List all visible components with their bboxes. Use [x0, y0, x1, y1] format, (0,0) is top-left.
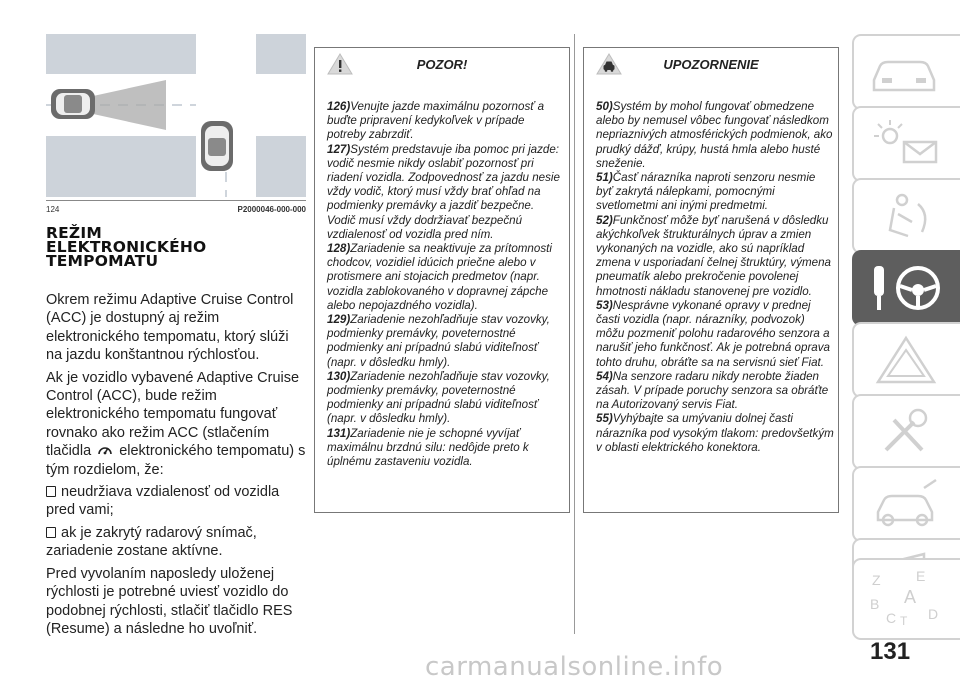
page-number: 131	[870, 638, 911, 665]
paragraph: Pred vyvolaním naposledy uloženej rýchlosti je potrebné uviesť vozidlo do podobnej rýchlosti, stlačiť tlačidlo RES (Resume) a následne ho uvoľniť.	[46, 565, 293, 637]
notice-box-body	[596, 100, 834, 455]
item-number: 130)	[327, 369, 351, 383]
item-text: Funkčnosť môže byť narušená v dôsledku akýchkoľvek štrukturálnych úprav a zmien vykonaných na vozidle, ako sú napríklad zmena v usporiadaní čelnej štruktúry, výmena pneumatík alebo prekročenie povolenej hmotnosti nákladu stanovenej pre vozidlo.	[596, 213, 831, 298]
section-title-line: REŽIM	[46, 224, 102, 242]
item-number: 52)	[596, 213, 613, 227]
notice-item	[596, 370, 834, 413]
index-letter: Z	[872, 572, 881, 588]
warning-lights-icon	[864, 114, 948, 174]
tab-maintenance[interactable]	[852, 394, 960, 470]
warning-item	[327, 143, 565, 242]
car-specs-icon	[864, 474, 948, 534]
seat-airbag-icon	[864, 186, 948, 246]
warning-box-header	[315, 48, 569, 86]
tab-starting-driving[interactable]	[852, 250, 960, 326]
paragraph: Okrem režimu Adaptive Cruise Control (ACC) je dostupný aj režim elektronického tempomatu, ktorý slúži na jazdu konštantnou rýchlosťou.	[46, 292, 294, 364]
index-letter: T	[900, 614, 908, 628]
section-title-line: TEMPOMATU	[46, 252, 159, 270]
warning-item	[327, 313, 565, 370]
paragraph-text: elektronického tempomatu) s tým rozdielom, že:	[46, 443, 306, 478]
item-text: Zariadenie nie je schopné vyvíjať maximálnu brzdnú silu: nedôjde preto k úplnému zastaveniu vozidla.	[327, 426, 529, 469]
figure-code: P2000046-000-000	[237, 205, 306, 214]
paragraph-text: Ak je vozidlo vybavené Adaptive Cruise Control (ACC), bude režim elektronického tempomatu fungovať rovnako ako režim ACC (stlačením tlačidla	[46, 369, 300, 460]
warning-item	[327, 370, 565, 427]
item-number: 131)	[327, 426, 351, 440]
bullet-text: neudržiava vzdialenosť od vozidla pred vami;	[46, 484, 280, 519]
notice-item	[596, 100, 834, 171]
item-text: Na senzore radaru nikdy nerobte žiaden zásah. V prípade poruchy senzora sa obráťte na Autorizovaný servis Fiat.	[596, 369, 829, 412]
item-text: Venujte jazde maximálnu pozornosť a buďte pripravení kedykoľvek v prípade potreby zabrzdiť.	[327, 100, 545, 142]
tab-car-dashboard[interactable]	[852, 34, 960, 110]
car-dashboard-icon	[864, 42, 948, 102]
notice-box-title: UPOZORNENIE	[663, 57, 759, 72]
item-text: Systém predstavuje iba pomoc pri jazde: vodič nesmie nikdy oslabiť pozornosť pri riadení vozidla. Zodpovednosť za jazdu nesie vždy vodič, ktorý musí vždy brať ohľad na podmienky premávky a jazdiť bezpečne. Vodič musí vždy dodržiavať bezpečnú vzdialenosť od vozidla pred ním.	[327, 142, 560, 241]
section-title-line: ELEKTRONICKÉHO	[46, 238, 207, 256]
car-radar-icon	[51, 89, 95, 119]
item-number: 55)	[596, 412, 613, 426]
notice-item	[596, 299, 834, 370]
item-number: 128)	[327, 242, 351, 256]
warning-box	[314, 47, 570, 513]
tab-index[interactable]	[852, 558, 960, 640]
paragraph	[46, 369, 308, 479]
column-divider	[574, 34, 575, 634]
warning-box-body	[327, 100, 565, 469]
index-letter: C	[886, 610, 897, 626]
notice-item	[596, 171, 834, 214]
warning-box-title: POZOR!	[416, 57, 468, 72]
key-steering-wheel-icon	[864, 258, 948, 318]
watermark: carmanualsonline.info	[425, 652, 724, 682]
item-text: Zariadenie nezohľadňuje stav vozovky, podmienky premávky, poveternostné podmienky ani prípadnú slabú viditeľnosť (napr. v dôsledku hmly).	[327, 369, 550, 426]
checkbox-bullet-icon	[46, 527, 56, 538]
warning-item	[327, 427, 565, 470]
checkbox-bullet-icon	[46, 486, 56, 497]
item-number: 126)	[327, 100, 351, 113]
tab-seat-airbag[interactable]	[852, 178, 960, 254]
item-number: 51)	[596, 171, 613, 185]
tab-emergency[interactable]	[852, 322, 960, 398]
body-text	[46, 291, 308, 642]
figure-page-ref: 124	[46, 205, 60, 214]
notice-box	[583, 47, 839, 513]
item-text: Vyhýbajte sa umývaniu dolnej časti nárazníka pod vysokým tlakom: predovšetkým v oblasti elektrického konektora.	[596, 412, 834, 454]
section-title	[46, 226, 306, 268]
index-letter: B	[870, 596, 880, 612]
item-number: 50)	[596, 100, 613, 113]
item-text: Systém by mohol fungovať obmedzene alebo by nemusel vôbec fungovať následkom nepriaznivých atmosférických podmienok, ako prudký dážď, krúpy, hustá hmla alebo husté sneženie.	[596, 100, 833, 170]
notice-item	[596, 412, 834, 455]
item-text: Zariadenie nezohľadňuje stav vozovky, podmienky premávky, poveternostné podmienky ani prípadnú slabú viditeľnosť (napr. v dôsledku hmly).	[327, 313, 550, 369]
item-text: Časť nárazníka naproti senzoru nesmie byť zakrytá nálepkami, pomocnými svetlometmi ani inými predmetmi.	[596, 171, 816, 213]
notice-box-header	[584, 48, 838, 86]
tools-icon	[864, 402, 948, 462]
cruise-control-icon	[97, 443, 113, 457]
illustration-adaptive-cruise	[46, 34, 306, 197]
notice-item	[596, 214, 834, 299]
bullet-item	[46, 524, 308, 561]
index-letter: E	[916, 568, 926, 584]
bullet-text: ak je zakrytý radarový snímač, zariadenie zostane aktívne.	[46, 524, 257, 560]
tab-warning-lights[interactable]	[852, 106, 960, 182]
figure-caption	[46, 200, 306, 217]
item-number: 53)	[596, 298, 613, 312]
warning-triangle-icon	[864, 330, 948, 390]
index-letter: A	[904, 587, 917, 607]
bullet-item	[46, 483, 308, 520]
item-text: Nesprávne vykonané opravy v prednej časti vozidla (napr. nárazníky, podvozok) môžu pozmeniť polohu radarového senzora a narušiť jeho funkčnosť. Ak je potrebná oprava tohto druhu, obráťte sa na servisnú sieť Fiat.	[596, 298, 830, 369]
item-number: 127)	[327, 142, 351, 156]
tab-technical-data[interactable]	[852, 466, 960, 542]
item-text: Zariadenie sa neaktivuje za prítomnosti chodcov, vozidiel idúcich priečne alebo v protismere ani stojacich predmetov (napr. vozidla zablokovaného v dopravnej zápche alebo nepojazdného vozidla).	[327, 242, 552, 312]
index-letter: D	[928, 606, 939, 622]
car-crossing-icon	[201, 121, 233, 171]
item-number: 129)	[327, 313, 351, 327]
item-number: 54)	[596, 369, 613, 383]
alphabet-index-icon	[864, 564, 948, 630]
warning-item	[327, 242, 565, 313]
warning-item	[327, 100, 565, 143]
road-scene-illustration	[46, 34, 306, 197]
